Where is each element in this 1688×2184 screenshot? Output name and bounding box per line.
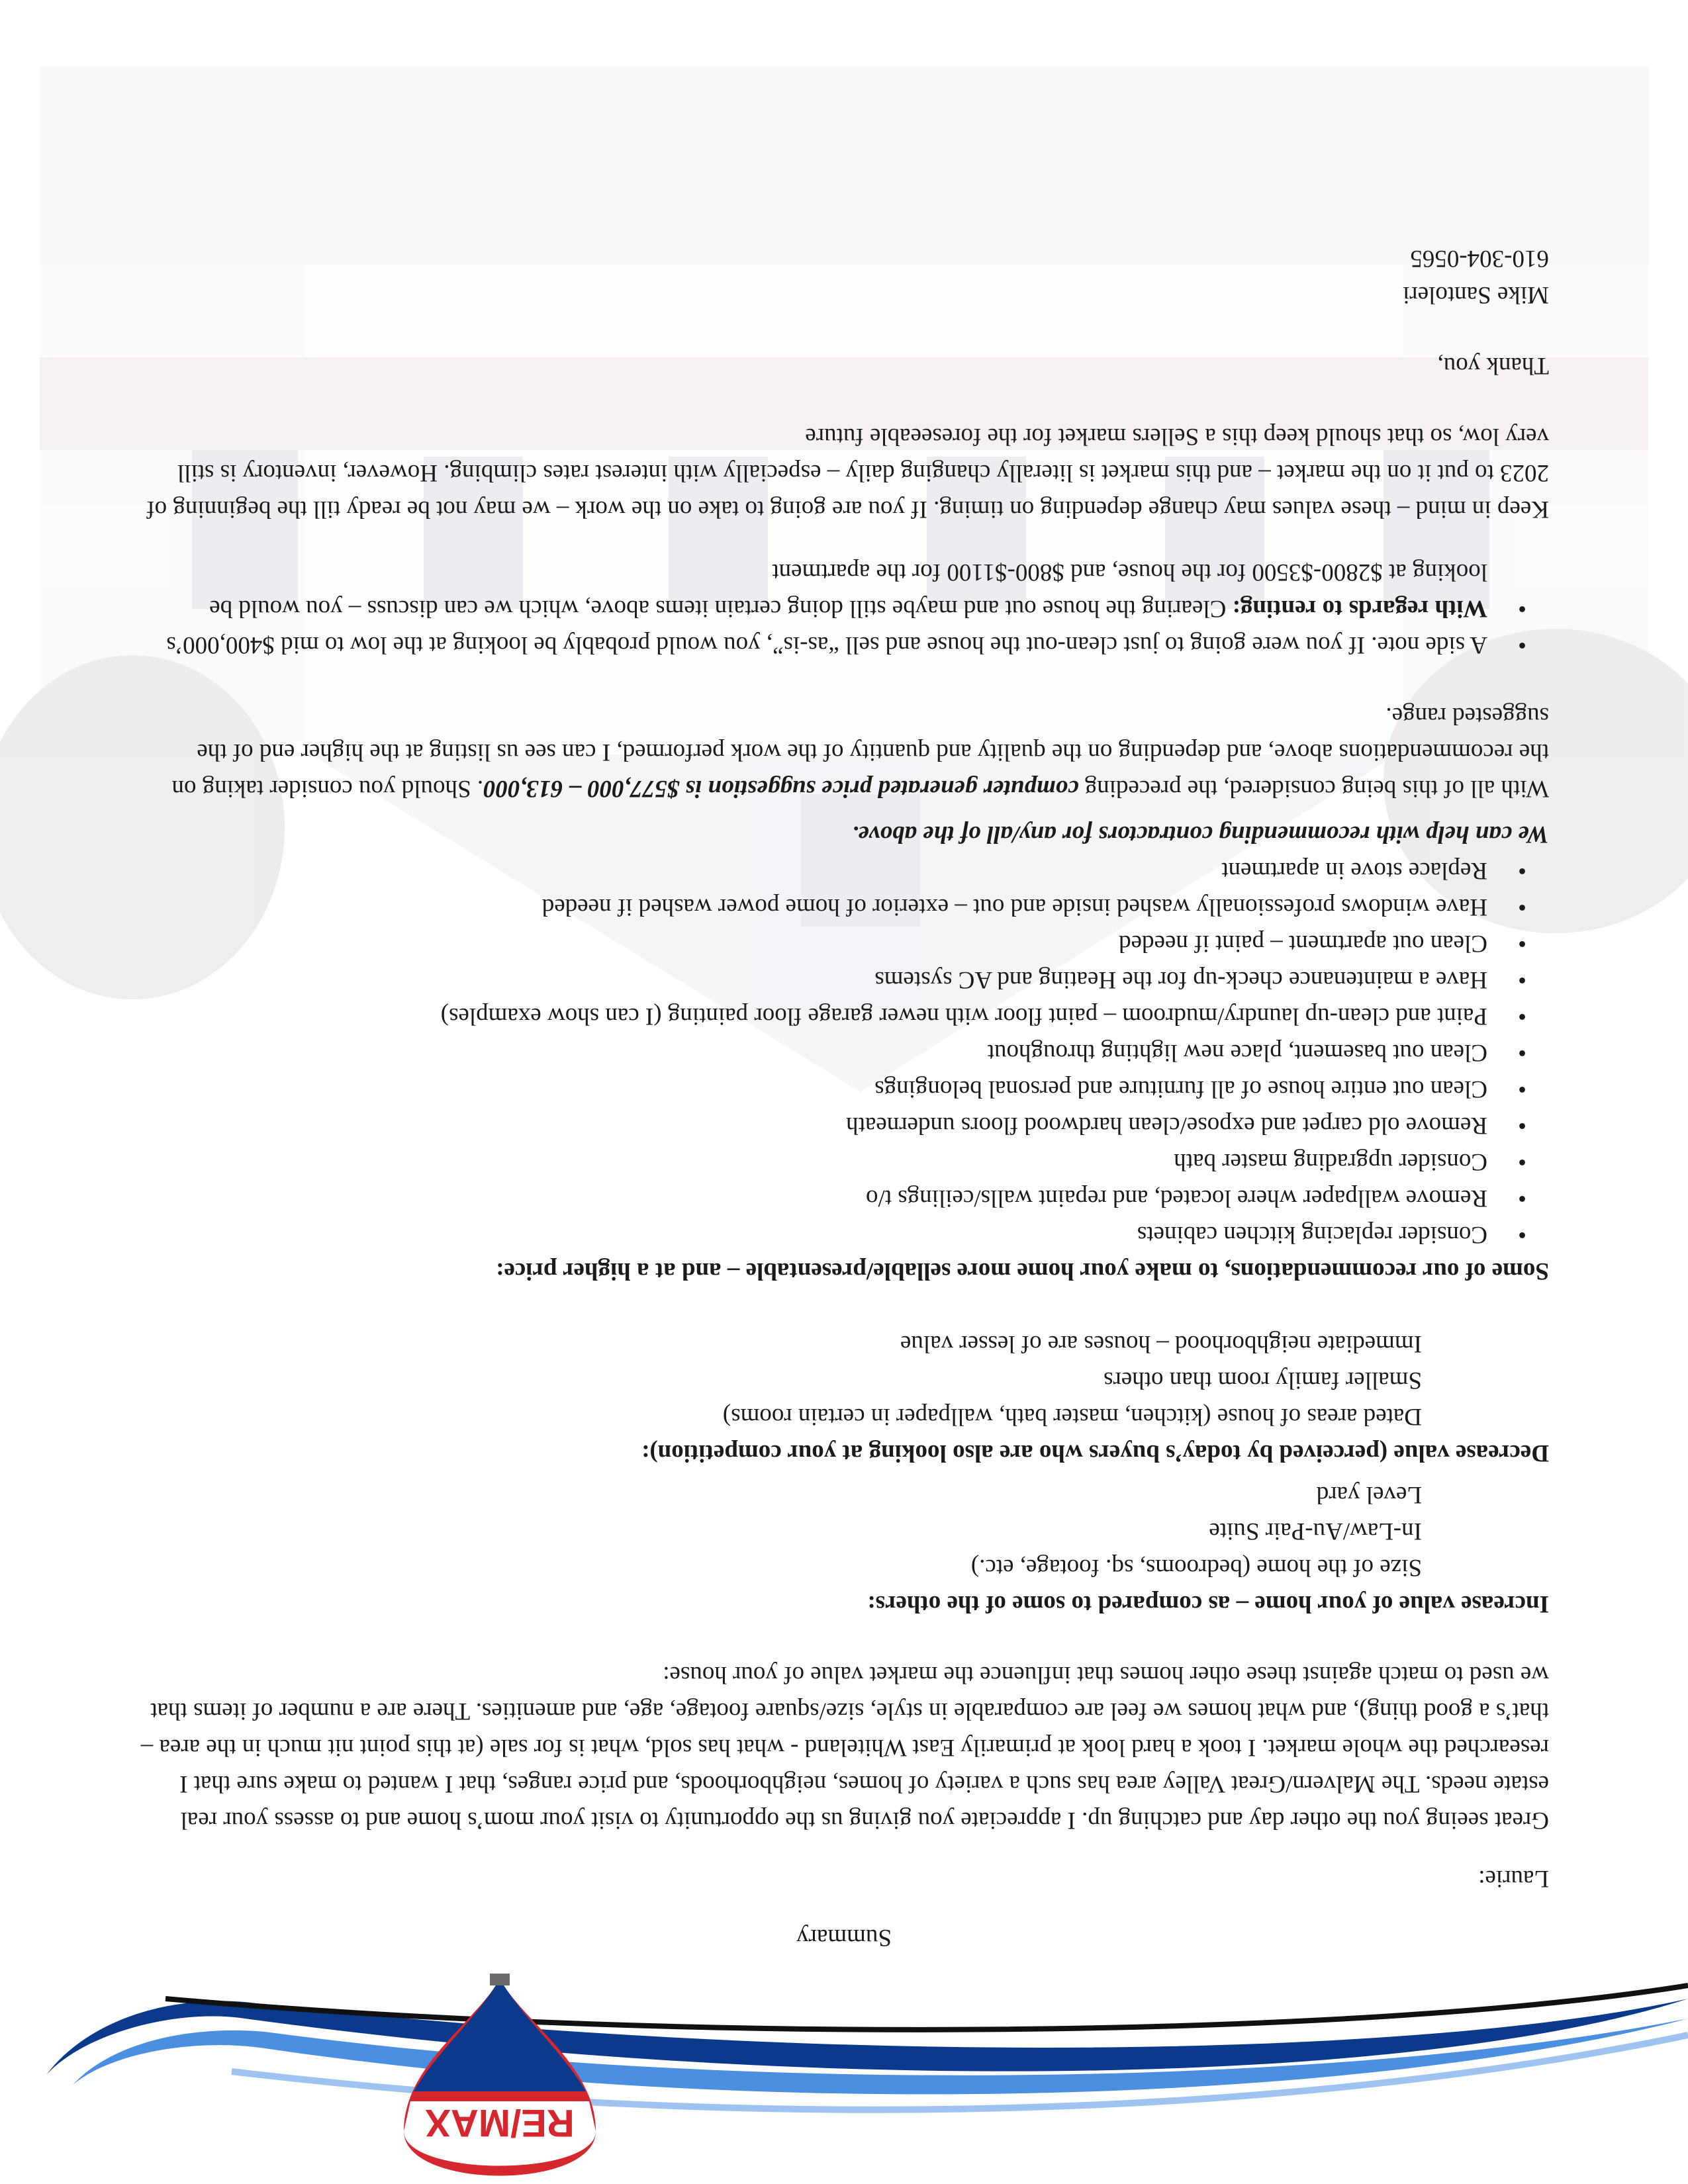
price-text-end: . Should you consider taking on the recommendations above, and depending on the quality and quantity of the work performed, I can see us listing at the higher end of the suggested range.: [171, 702, 1549, 802]
renting-text: Clearing the house out and maybe still doing certain items above, which we can discuss – you would be looking at $2800-$3500 for the house, and $800-$1100 for the apartment: [209, 559, 1487, 622]
greeting: Laurie:: [1478, 1865, 1549, 1892]
signature-name: Mike Santoleri: [1403, 281, 1549, 308]
recommendation-item: • Consider upgrading master bath: [139, 1144, 1549, 1180]
increase-item: Size of the home (bedrooms, sq. footage, etc.): [970, 1554, 1422, 1581]
recommendation-item: • Have windows professionally washed inside and out – exterior of home power washed if needed: [139, 889, 1549, 925]
remax-balloon-logo: [404, 1974, 596, 2176]
side-note-text: A side note. If you were going to just clean-out the house and sell “as-is”, you would probably be looking at the low to mid $400,000’s: [166, 631, 1487, 659]
recommendation-item: • Clean out basement, place new lighting throughout: [139, 1034, 1549, 1071]
recommendation-item: • Paint and clean-up laundry/mudroom – paint floor with newer garage floor painting (I can show examples): [139, 998, 1549, 1034]
decrease-item: Dated areas of house (kitchen, master bath, wallpaper in certain rooms): [722, 1403, 1422, 1430]
price-paragraph: [139, 698, 1549, 807]
price-text-start: With all of this being considered, the preceding: [1078, 775, 1549, 802]
recommendation-item: • Remove wallpaper where located, and repaint walls/ceilings t/o: [139, 1180, 1549, 1216]
notes-list: [139, 554, 1549, 663]
decrease-value-list: [139, 1326, 1549, 1435]
increase-value-list: [139, 1477, 1549, 1586]
recommendation-item: • Clean out apartment – paint if needed: [139, 925, 1549, 962]
decrease-item: Smaller family room than others: [1103, 1367, 1422, 1394]
signoff: Thank you,: [1437, 352, 1549, 379]
contractors-note: We can help with recommending contractors for any/all of the above.: [852, 821, 1549, 848]
recommendation-item: • Consider replacing kitchen cabinets: [139, 1216, 1549, 1253]
closing-paragraph: Keep in mind – these values may change depending on timing. If you are going to take on the work – we may not be ready till the beginning of 2023 to put it on the market – and this market is literally changing daily – especially with interest rates climbing. However, inventory is still very low, so that should keep this a Sellers market for the foreseeable future: [146, 423, 1549, 523]
recommendations-heading: Some of our recommendations, to make your home more sellable/presentable – and at a higher price:: [496, 1257, 1549, 1285]
recommendation-item: • Clean out entire house of all furniture and personal belongings: [139, 1071, 1549, 1107]
recommendations-list: [139, 852, 1549, 1253]
renting-label: With regards to renting:: [1232, 595, 1487, 622]
svg-text:RE/MAX: RE/MAX: [425, 2101, 575, 2144]
letter-title: Summary: [796, 1924, 892, 1951]
price-is: is: [679, 775, 708, 802]
side-note: [139, 627, 1549, 663]
increase-item: In-Law/Au-Pair Suite: [1209, 1518, 1422, 1545]
decrease-item: Immediate neighborhood – houses are of lesser value: [900, 1330, 1422, 1357]
recommendation-item: • Have a maintenance check-up for the Heating and AC systems: [139, 962, 1549, 998]
recommendation-item: • Remove old carpet and expose/clean hardwood floors underneath: [139, 1107, 1549, 1144]
price-emphasis: computer generated price suggestion: [708, 775, 1079, 802]
decrease-value-heading: Decrease value (perceived by today’s buyers who are also looking at your competition):: [641, 1439, 1549, 1467]
signature-phone: 610-304-0565: [1410, 245, 1549, 272]
header-swoosh: [0, 1966, 1688, 2184]
increase-value-heading: Increase value of your home – as compared to some of the others:: [867, 1590, 1549, 1617]
recommendation-item: • Replace stove in apartment: [139, 852, 1549, 889]
renting-note: [139, 554, 1549, 627]
letter-body: [139, 240, 1549, 1956]
increase-item: Level yard: [1316, 1481, 1422, 1508]
intro-paragraph: Great seeing you the other day and catching up. I appreciate you giving us the opportunity to visit your mom’s home and to assess your real estate needs. The Malvern/Great Valley area has such a variety of homes, neighborhoods, and price ranges, that I wanted to make sure that I researched the whole market. I took a hard look at primarily East Whiteland - what has sold, what is for sale (at this point nit much in the area – that’s a good thing), and what homes we feel are comparable in style, size/square footage, age, and amenities. There are a number of items that we used to match against these other homes that influence the market value of your house:: [140, 1661, 1549, 1834]
price-range: $577,000 – 613,000: [483, 775, 680, 802]
